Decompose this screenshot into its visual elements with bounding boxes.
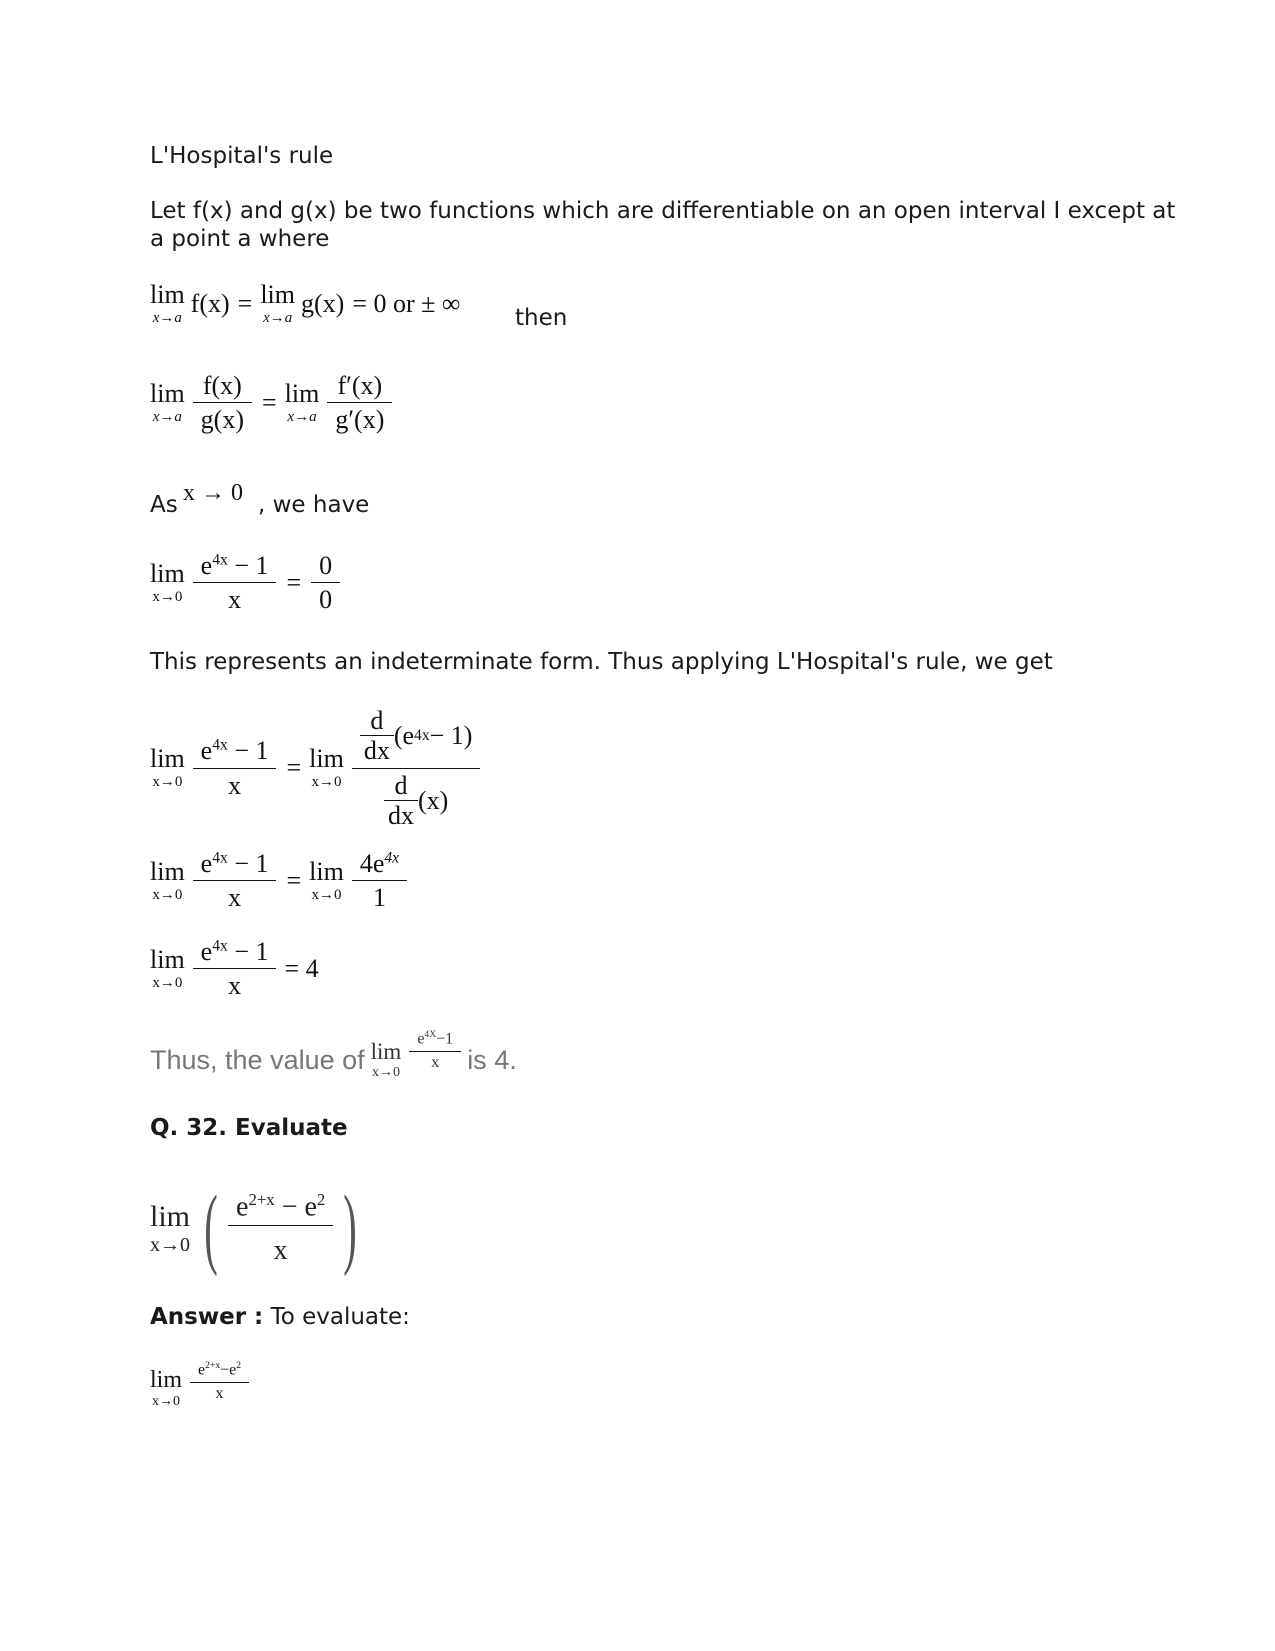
equation-final-value: lim x→0 $\frac{e^{4x} - 1}{x}$ = 4	[150, 937, 319, 1001]
intro-line-1: Let f(x) and g(x) be two functions which are differentiable on an open interval I except at	[150, 198, 1176, 224]
page-heading: L'Hospital's rule	[150, 143, 334, 169]
answer-line: Answer : To evaluate:	[150, 1304, 410, 1330]
as-text: As	[150, 492, 178, 518]
intro-line-2: a point a where	[150, 226, 330, 252]
right-paren-icon: )	[343, 1178, 358, 1277]
left-paren-icon: (	[204, 1178, 218, 1277]
we-have-text: , we have	[258, 492, 370, 518]
equation-zero-over-zero: lim x→0 $\frac{e^{4x} - 1}{x}$ = $\frac{0}{0}$	[150, 552, 342, 614]
equation-derivative-result: lim x→0 $\frac{e^{4x} - 1}{x}$ = lim x→0 $\frac{4e^{4x}}{1}$	[150, 850, 409, 912]
answer-equation: lim x→0 $\frac{e^{2+x}-e^2}{x}$	[150, 1368, 251, 1409]
then-text: then	[515, 305, 568, 331]
question-heading: Q. 32. Evaluate	[150, 1115, 348, 1141]
equation-limit-condition: lim x→a f(x) = lim x→a g(x) = 0 or ± ∞	[150, 280, 461, 326]
indeterminate-text: This represents an indeterminate form. Thus applying L'Hospital's rule, we get	[150, 649, 1053, 675]
conclusion-line: Thus, the value of lim x→0 $\frac{e^{4X}-1}{x}$ is 4.	[150, 1029, 517, 1080]
x-to-zero-expr: x → 0	[183, 480, 243, 506]
equation-derivative-ratio: lim x→0 $\frac{e^{4x} - 1}{x}$ = lim x→0 $\frac{d}{dx}$ (e 4x − 1) $\frac{d}{dx}$ (x)	[150, 707, 482, 829]
equation-lhospital-rule: lim x→a $\frac{f(x)}{g(x)}$ = lim x→a $\frac{f'(x)}{g'(x)}$	[150, 372, 394, 434]
question-equation: lim x→0 ( $\frac{e^{2+x} - e^2}{x}$ )	[150, 1178, 358, 1277]
